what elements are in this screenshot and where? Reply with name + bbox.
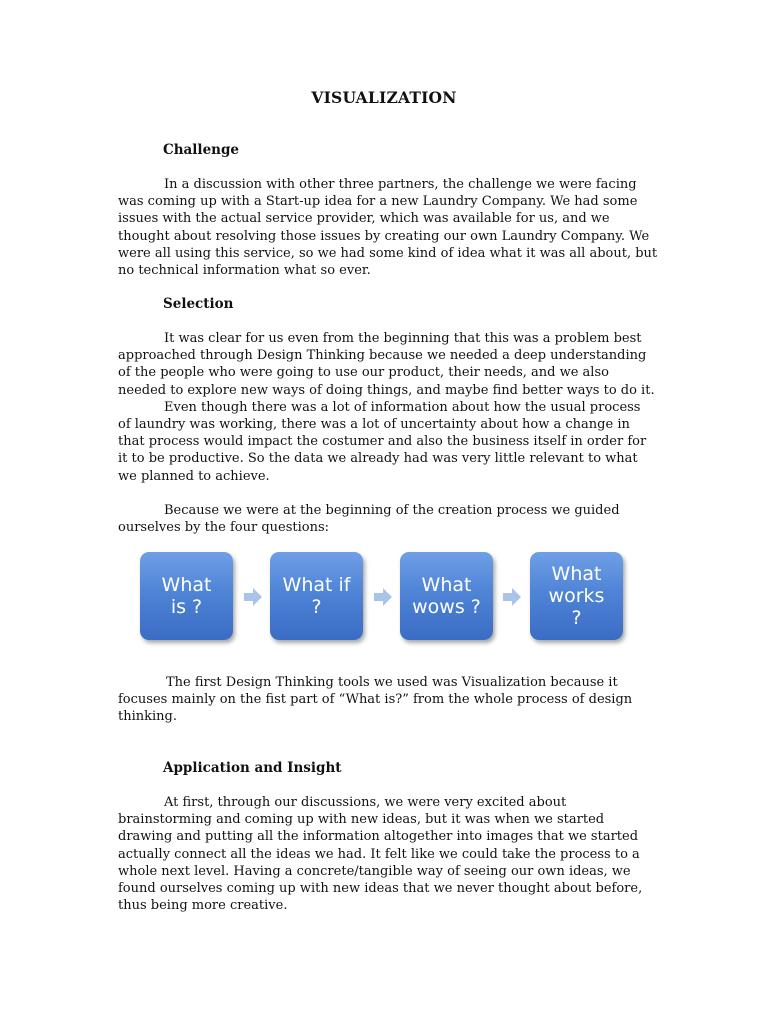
text-line: that process would impact the costumer and also the business itself in order for — [118, 434, 647, 450]
text-line: Even though there was a lot of information about how the usual process — [164, 399, 641, 415]
text-line: ourselves by the four questions: — [118, 520, 330, 536]
text-line: of laundry was working, there was a lot of uncertainty about how a change in — [118, 417, 630, 433]
text-line: drawing and putting all the information altogether into images that we started — [118, 829, 639, 845]
text-line: brainstorming and coming up with new ideas, but it was when we started — [118, 812, 605, 828]
text-line: no technical information what so ever. — [118, 263, 371, 279]
selection-paragraph — [118, 330, 658, 485]
selection-heading: Selection — [163, 296, 234, 312]
text-line: approached through Design Thinking because we needed a deep understanding — [118, 348, 647, 364]
text-line: we planned to achieve. — [118, 468, 270, 484]
text-line: issues with the actual service provider, which was available for us, and we — [118, 211, 610, 227]
text-line: whole next level. Having a concrete/tangible way of seeing our own ideas, we — [118, 863, 631, 879]
text-line: It was clear for us even from the beginning that this was a problem best — [164, 331, 642, 346]
step-what-if: What if ? — [270, 552, 363, 640]
application-paragraph — [118, 794, 658, 914]
text-line: it to be productive. So the data we already had was very little relevant to what — [118, 451, 638, 467]
step-what-wows: What wows ? — [400, 552, 493, 640]
text-line: found ourselves coming up with new ideas that we never thought about before, — [118, 881, 643, 897]
step-what-is: What is ? — [140, 552, 233, 640]
text-line: The first Design Thinking tools we used was Visualization because it — [166, 675, 618, 690]
text-line: In a discussion with other three partners, the challenge we were facing — [164, 177, 637, 192]
text-line: actually connect all the ideas we had. It felt like we could take the process to a — [118, 846, 640, 862]
text-line: thought about resolving those issues by creating our own Laundry Company. We — [118, 228, 650, 244]
text-line: thinking. — [118, 709, 177, 725]
text-line: was coming up with a Start-up idea for a new Laundry Company. We had some — [118, 194, 638, 210]
right-arrow-icon — [501, 586, 523, 608]
challenge-paragraph — [118, 176, 658, 279]
text-line: needed to explore new ways of doing things, and maybe find better ways to do it. — [118, 382, 655, 398]
text-line: At first, through our discussions, we were very excited about — [164, 795, 567, 810]
text-line: Because we were at the beginning of the creation process we guided — [164, 503, 620, 518]
text-line: thus being more creative. — [118, 898, 288, 914]
text-line: of the people who were going to use our product, their needs, and we also — [118, 365, 609, 381]
application-heading: Application and Insight — [163, 760, 342, 776]
text-line: focuses mainly on the fist part of “What is?” from the whole process of design — [118, 692, 633, 708]
step-what-works: What works ? — [530, 552, 623, 640]
questions-intro-paragraph — [118, 502, 658, 536]
right-arrow-icon — [372, 586, 394, 608]
challenge-heading: Challenge — [163, 142, 239, 158]
right-arrow-icon — [242, 586, 264, 608]
document-title: VISUALIZATION — [311, 88, 457, 107]
text-line: were all using this service, so we had some kind of idea what it was all about, but — [118, 245, 658, 261]
visualization-tool-paragraph — [118, 674, 658, 726]
